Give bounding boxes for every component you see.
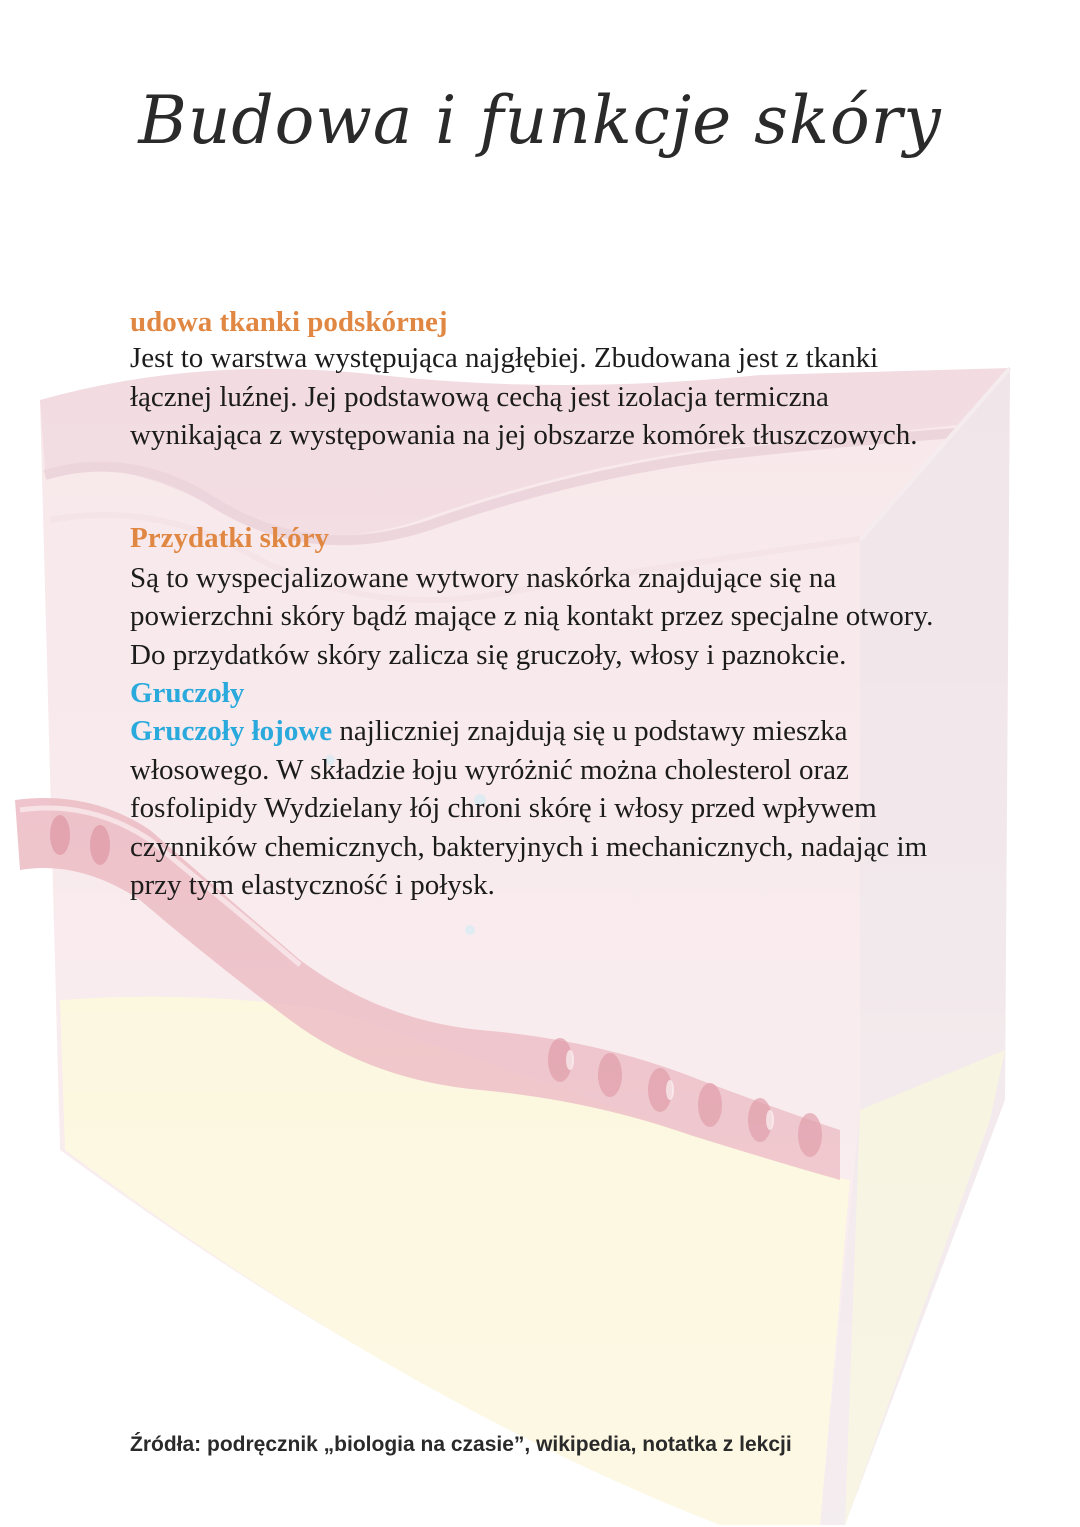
page-title: Budowa i funkcje skóry — [138, 82, 942, 159]
subsection-heading: Gruczoły — [130, 677, 245, 709]
term-highlight: Gruczoły łojowe — [130, 715, 333, 747]
subsection-text — [130, 712, 950, 905]
section-heading: Przydatki skóry — [130, 521, 329, 554]
document-body — [130, 305, 960, 905]
section-text: Są to wyspecjalizowane wytwory naskórka znajdujące się na powierzchni skóry bądź mające z nią kontakt przez specjalne otwory. Do przydatków skóry zalicza się gruczoły, włosy i paznokcie. — [130, 561, 934, 671]
term-description: najliczniej znajdują się u podstawy mieszka włosowego. W składzie łoju wyróżnić można cholesterol oraz fosfolipidy Wydzielany łój chroni skórę i włosy przed wpływem czynników chemicznych, bakteryjnych i mechanicznych, nadając im przy tym elastyczność i połysk. — [130, 715, 928, 901]
section-heading: udowa tkanki podskórnej — [130, 306, 448, 338]
section-subcutaneous-tissue — [130, 305, 960, 455]
section-text: Jest to warstwa występująca najgłębiej. Zbudowana jest z tkanki łącznej luźnej. Jej podstawową cechą jest izolacja termiczna wynikająca z występowania na jej obszarze komórek tłuszczowych. — [130, 342, 918, 451]
spacer — [130, 455, 960, 521]
section-skin-appendages — [130, 521, 960, 905]
sources-footer: Źródła: podręcznik „biologia na czasie”, wikipedia, notatka z lekcji — [130, 1433, 792, 1456]
